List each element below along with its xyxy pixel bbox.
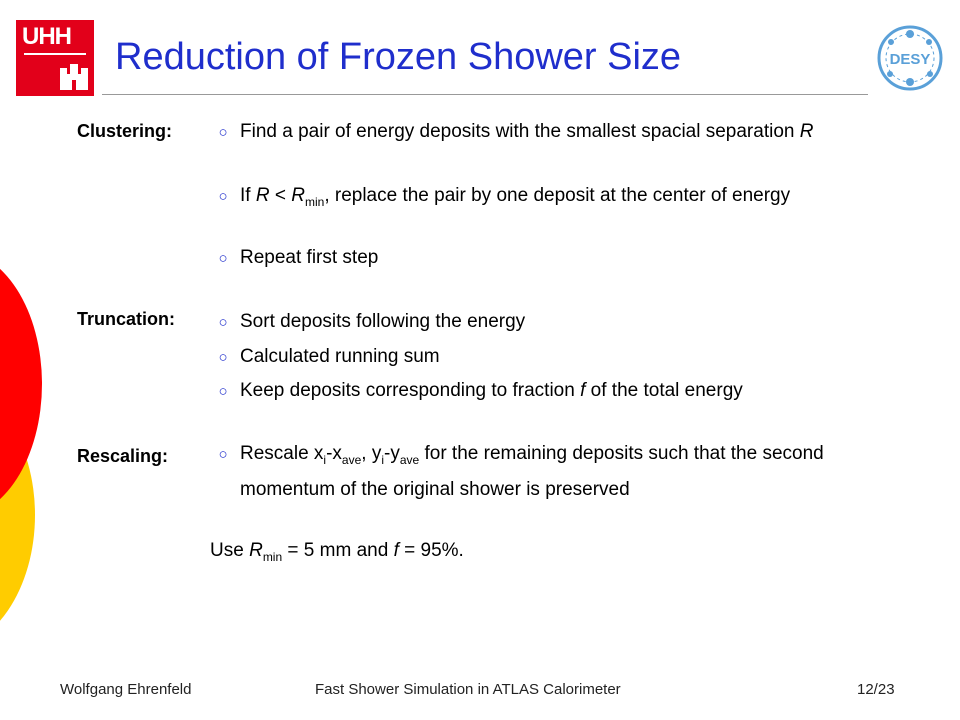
bullet-running-sum: Calculated running sum <box>240 346 440 367</box>
bullet-replace-pair: If $R < R_{min}$, replace the pair by one deposit at the center of energy <box>240 185 791 209</box>
circle-bullet-icon: ○ <box>218 124 228 141</box>
svg-text:DESY: DESY <box>889 51 931 68</box>
bullet-sort-deposits: Sort deposits following the energy <box>240 311 526 332</box>
footer-page-number: 12/23 <box>857 681 895 698</box>
desy-logo <box>876 24 944 92</box>
uhh-logo-bar <box>24 53 86 55</box>
bullet-find-pair: Find a pair of energy deposits with the smallest spacial separation R <box>240 121 814 142</box>
circle-bullet-icon: ○ <box>218 250 228 267</box>
bullet-keep-deposits: Keep deposits corresponding to fraction f of the total energy <box>240 380 743 401</box>
circle-bullet-icon: ○ <box>218 383 228 400</box>
bullet-rescale: Rescale $x_i-x_{ave}$, $y_i-y_{ave}$ for the remaining deposits such that the second momentum of the original shower is preserved <box>240 443 824 500</box>
footer-talk-title: Fast Shower Simulation in ATLAS Calorimeter <box>315 681 621 698</box>
hamburg-castle-icon <box>58 60 90 92</box>
circle-bullet-icon: ○ <box>218 349 228 366</box>
section-label-rescaling: Rescaling: <box>77 446 169 466</box>
parameter-note: Use $R_{min} = 5$ mm and f = 95%. <box>210 540 464 564</box>
section-label-clustering: Clustering: <box>77 121 173 141</box>
title-divider <box>102 94 868 95</box>
uhh-logo-text: UHH <box>22 23 71 50</box>
bullet-repeat-step: Repeat first step <box>240 247 379 268</box>
circle-bullet-icon: ○ <box>218 188 228 205</box>
section-label-truncation: Truncation: <box>77 309 175 329</box>
circle-bullet-icon: ○ <box>218 314 228 331</box>
uhh-logo <box>16 20 94 96</box>
circle-bullet-icon: ○ <box>218 446 228 463</box>
footer-author: Wolfgang Ehrenfeld <box>60 681 192 698</box>
slide-title: Reduction of Frozen Shower Size <box>115 36 682 78</box>
